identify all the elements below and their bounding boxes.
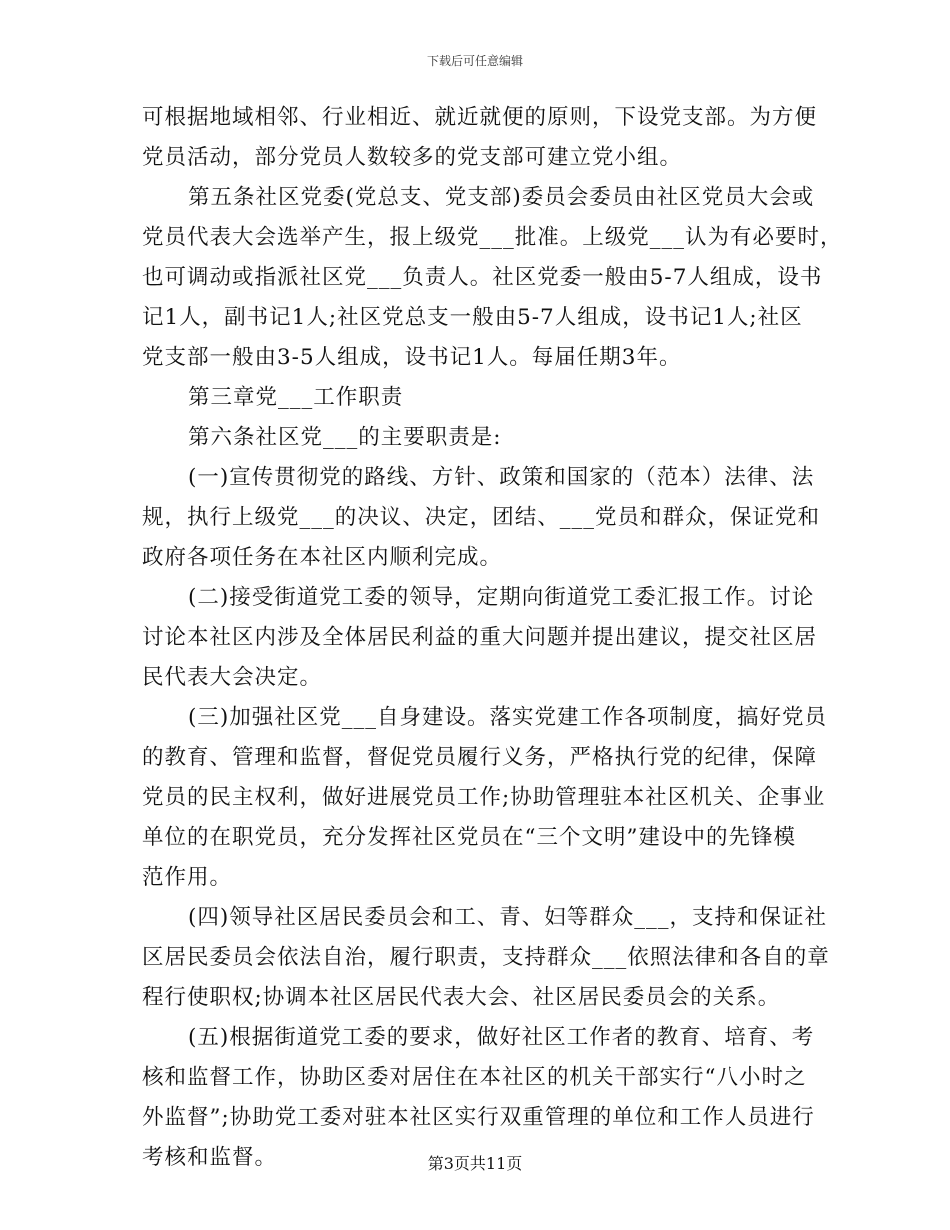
text-line: 讨论本社区内涉及全体居民利益的重大问题并提出建议，提交社区居 [142,625,818,650]
text-line: 的教育、管理和监督，督促党员履行义务，严格执行党的纪律，保障 [142,745,818,770]
text-line: 党员的民主权利，做好进展党员工作;协助管理驻本社区机关、企事业 [142,785,826,810]
text-line: 党员活动，部分党员人数较多的党支部可建立党小组。 [142,145,683,170]
text-line: 范作用。 [142,865,233,890]
text-line: 考核和监督。 [142,1145,278,1170]
text-line: 程行使职权;协调本社区居民代表大会、社区居民委员会的关系。 [142,985,781,1010]
text-line: 民代表大会决定。 [142,665,323,690]
text-line: 单位的在职党员，充分发挥社区党员在“三个文明”建设中的先锋模 [142,825,796,850]
text-line: 第五条社区党委(党总支、党支部)委员会委员由社区党员大会或 [188,185,815,210]
text-line: 记1人，副书记1人;社区党总支一般由5-7人组成，设书记1人;社区 [142,305,803,330]
text-line: 规，执行上级党___的决议、决定，团结、___党员和群众，保证党和 [142,505,821,530]
text-line: 党支部一般由3-5人组成，设书记1人。每届任期3年。 [142,345,682,370]
text-line: 区居民委员会依法自治，履行职责，支持群众___依照法律和各自的章 [142,945,830,970]
text-line: (二)接受街道党工委的领导，定期向街道党工委汇报工作。讨论 [188,585,815,610]
text-line: 第三章党___工作职责 [188,385,404,410]
text-line: 党员代表大会选举产生，报上级党___批准。上级党___认为有必要时， [142,225,843,250]
text-line: 也可调动或指派社区党___负责人。社区党委一般由5-7人组成，设书 [142,265,823,290]
page-number: 第3页共11页 [427,1154,523,1173]
text-line: 外监督”;协助党工委对驻本社区实行双重管理的单位和工作人员进行 [142,1105,815,1130]
text-line: (四)领导社区居民委员会和工、青、妇等群众___，支持和保证社 [188,905,828,930]
document-body [142,98,843,1178]
text-line: 政府各项任务在本社区内顺利完成。 [142,545,503,570]
text-line: (五)根据街道党工委的要求，做好社区工作者的教育、培育、考 [188,1025,815,1050]
text-line: 可根据地域相邻、行业相近、就近就便的原则，下设党支部。为方便 [142,105,818,130]
text-line: (一)宣传贯彻党的路线、方针、政策和国家的（范本）法律、法 [188,465,815,490]
text-line: 第六条社区党___的主要职责是: [188,425,502,450]
page-header-note: 下载后可任意编辑 [426,54,523,68]
text-line: (三)加强社区党___自身建设。落实党建工作各项制度，搞好党员 [188,705,828,730]
text-line: 核和监督工作，协助区委对居住在本社区的机关干部实行“八小时之 [142,1065,807,1090]
